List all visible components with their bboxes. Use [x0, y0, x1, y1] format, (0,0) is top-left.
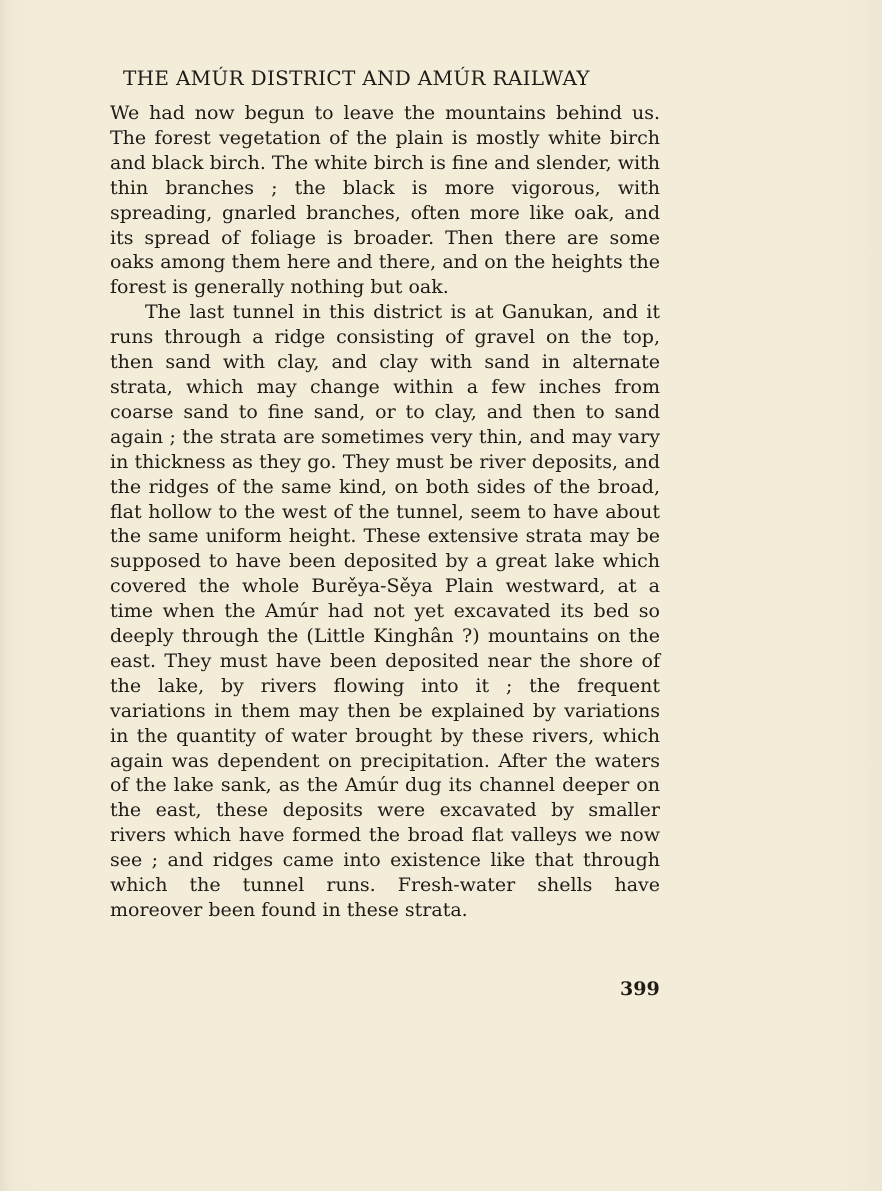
paragraph-1: We had now begun to leave the mountains behind us. The forest vegetation of the plain is mostly white birch and black birch. The white birch is fine and slender, with thin branches ; the black is more vigorous, with spreading, gnarled branches, often more like oak, and its spread of foliage is broader. Then there are some oaks among them here and there, and on the heights the forest is generally nothing but oak.	[110, 102, 660, 299]
paragraph-2: The last tunnel in this district is at Ganukan, and it runs through a ridge consisting of gravel on the top, then sand with clay, and clay with sand in alternate strata, which may change within a few inches from coarse sand to fine sand, or to clay, and then to sand again ; the strata are sometimes very thin, and may vary in thickness as they go. They must be river deposits, and the ridges of the same kind, on both sides of the broad, flat hollow to the west of the tunnel, seem to have about the same uniform height. These extensive strata may be supposed to have been deposited by a great lake which covered the whole Burěya-Sěya Plain westward, at a time when the Amúr had not yet excavated its bed so deeply through the (Little Kinghân ?) mountains on the east. They must have been deposited near the shore of the lake, by rivers flowing into it ; the frequent variations in them may then be explained by variations in the quantity of water brought by these rivers, which again was dependent on precipitation. After the waters of the lake sank, as the Amúr dug its channel deeper on the east, these deposits were excavated by smaller rivers which have formed the broad flat valleys we now see ; and ridges came into existence like that through which the tunnel runs. Fresh-water shells have moreover been found in these strata.	[110, 301, 660, 921]
body-text	[110, 101, 660, 923]
running-header: THE AMÚR DISTRICT AND AMÚR RAILWAY	[123, 66, 590, 90]
page-number: 399	[620, 978, 660, 1000]
